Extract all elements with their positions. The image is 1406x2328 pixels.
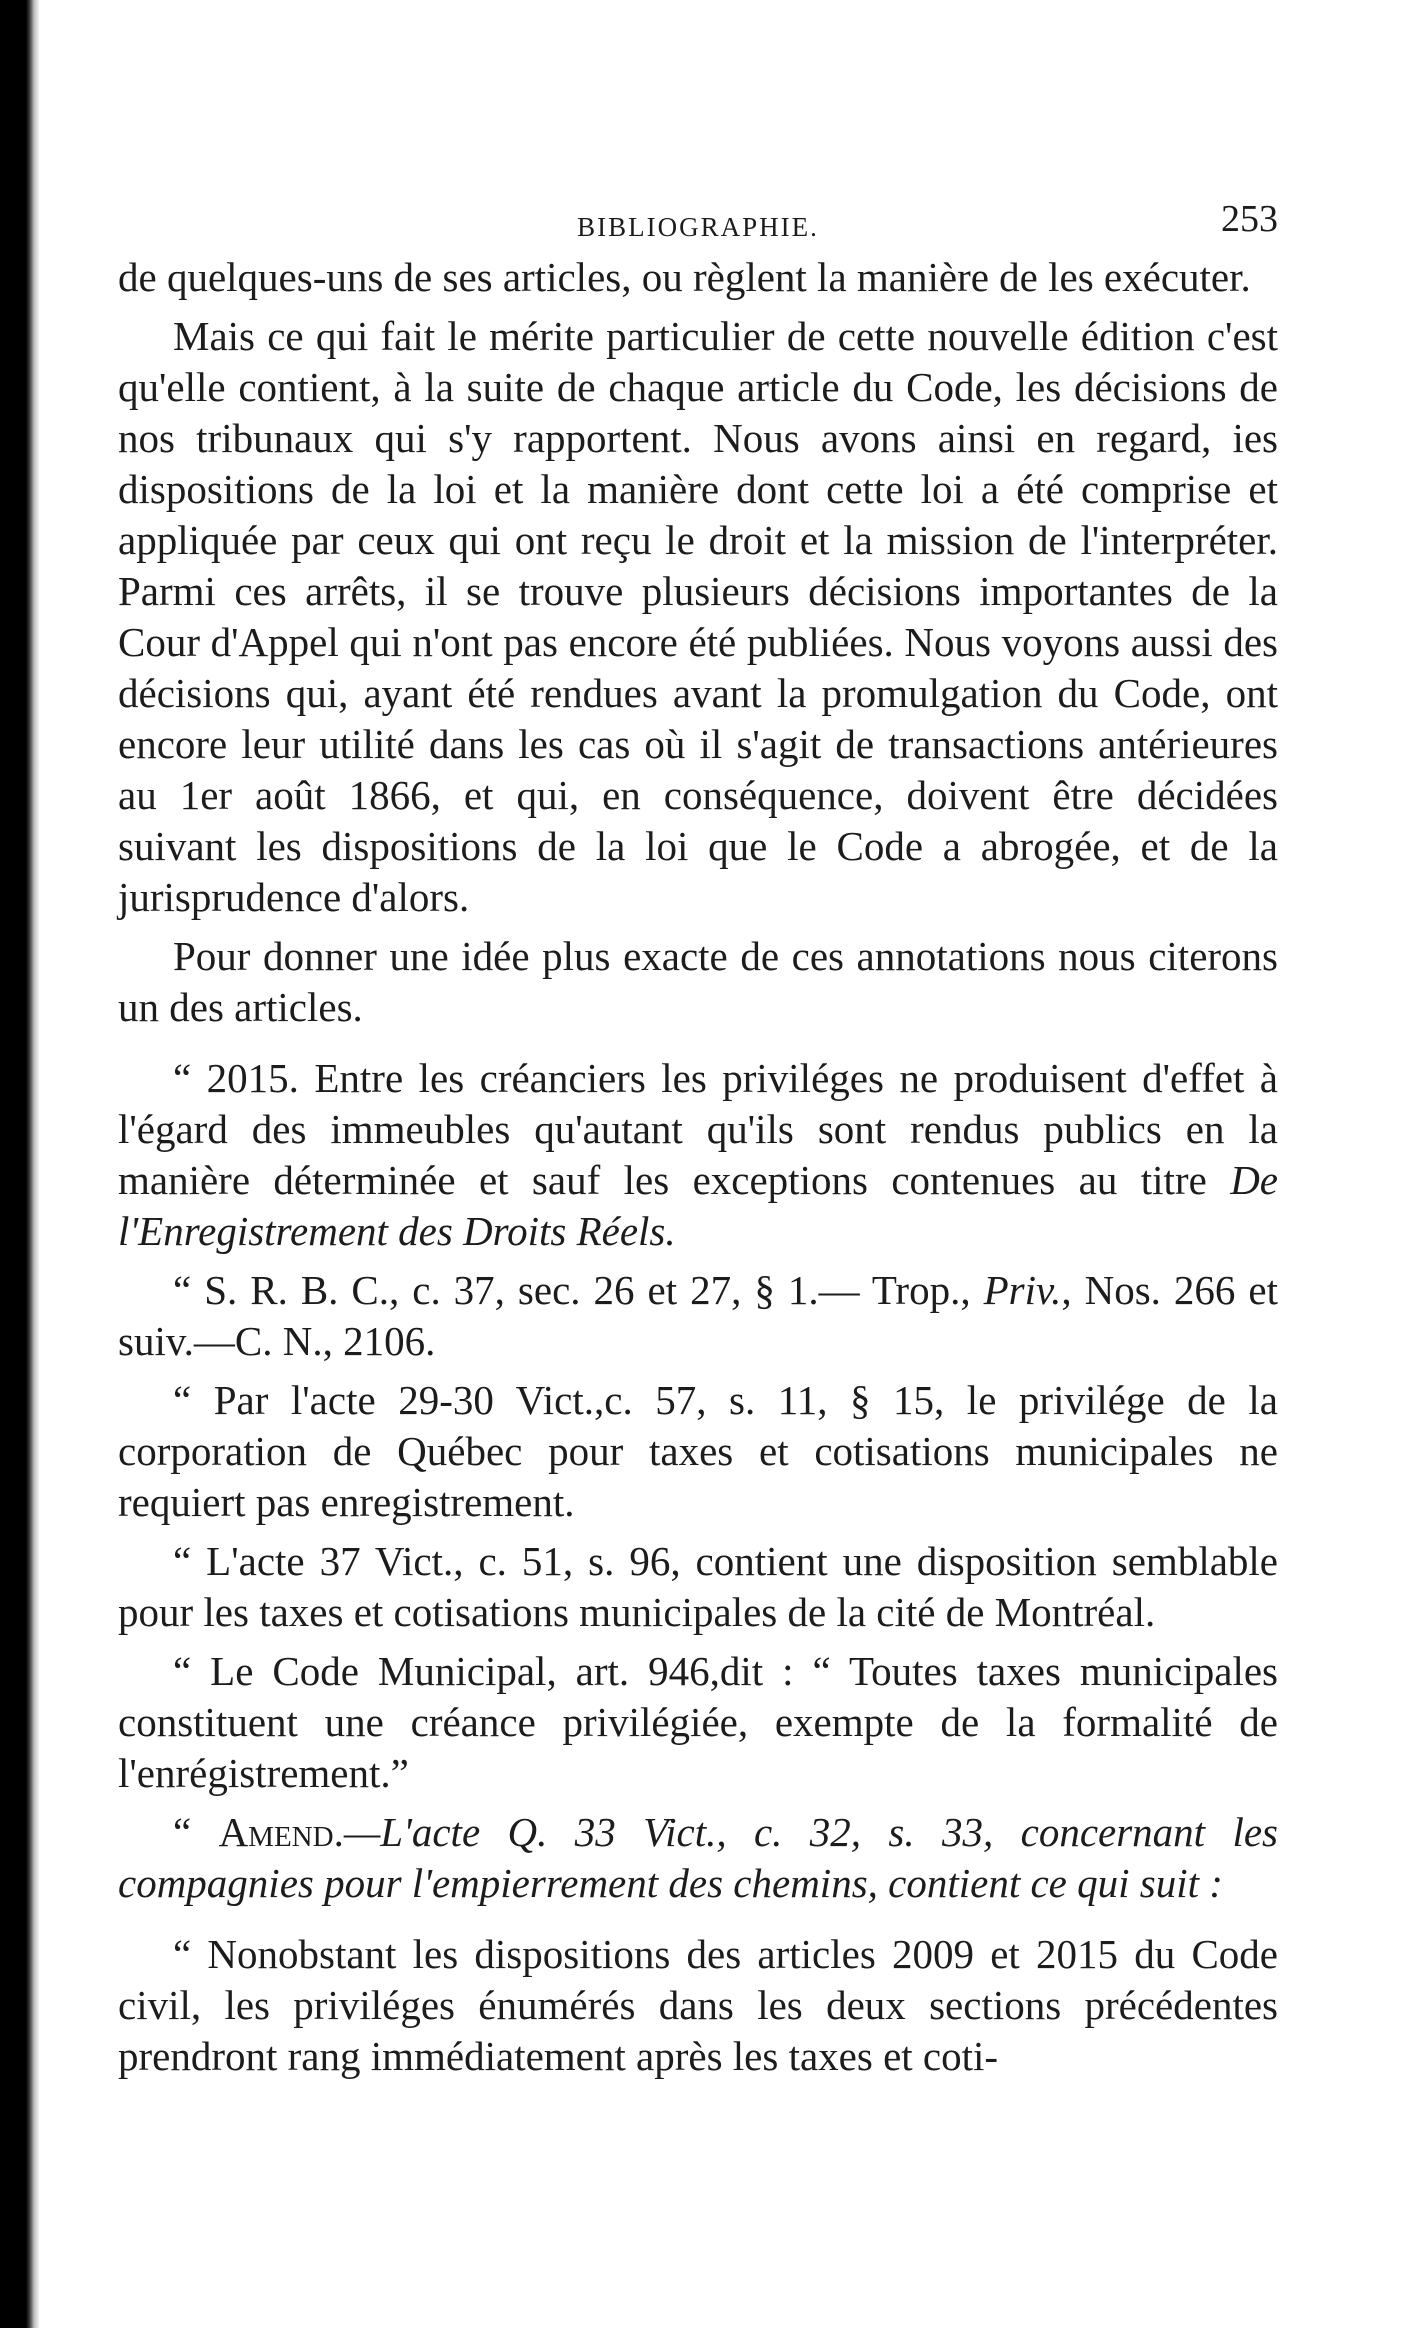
quote-article-2015-text: “ 2015. Entre les créanciers les priviléges ne produisent d'effet à l'égard des immeubles qu'autant qu'ils sont rendus publics en la manière déterminée et sauf les exceptions contenues au titre	[118, 1055, 1278, 1203]
quote-quebec: “ Par l'acte 29-30 Vict.,c. 57, s. 11, § 15, le privilége de la corporation de Québec pour taxes et cotisations municipales ne requiert pas enregistrement.	[118, 1377, 1278, 1525]
quote-references-a: “ S. R. B. C., c. 37, sec. 26 et 27, § 1.— Trop.,	[173, 1267, 984, 1313]
quote-montreal: “ L'acte 37 Vict., c. 51, s. 96, contient une disposition semblable pour les taxes et cotisations municipales de la cité de Montréal.	[118, 1538, 1278, 1635]
quote-references-italic: Priv.	[983, 1267, 1062, 1313]
running-title: BIBLIOGRAPHIE.	[577, 212, 819, 242]
paragraph-intro-citation: Pour donner une idée plus exacte de ces annotations nous citerons un des articles.	[118, 933, 1278, 1030]
page	[118, 180, 1278, 2082]
quote-references	[118, 1265, 1278, 1367]
page-number: 253	[1221, 198, 1278, 240]
quote-nonobstant: “ Nonobstant les dispositions des articles 2009 et 2015 du Code civil, les priviléges énumérés dans les deux sections précédentes prendront rang immédiatement après les taxes et coti-	[118, 1931, 1278, 2079]
running-head	[118, 180, 1278, 240]
quote-article-2015	[118, 1053, 1278, 1257]
quote-amend-text: —L'acte Q. 33 Vict., c. 32, s. 33, concernant les compagnies pour l'empierrement des chemins, contient ce qui suit :	[118, 1809, 1278, 1906]
quote-amend-open: “	[173, 1809, 219, 1855]
binding-edge	[0, 0, 40, 2328]
quote-article-2015-title: De l'Enregistrement des Droits Réels.	[118, 1157, 1278, 1254]
quote-references-b: , Nos. 266 et suiv.—C. N., 2106.	[118, 1267, 1279, 1364]
quote-code-municipal: “ Le Code Municipal, art. 946,dit : “ Toutes taxes municipales constituent une créance privilégiée, exempte de la formalité de l'enrégistrement.”	[118, 1648, 1278, 1796]
paragraph-continuation: de quelques-uns de ses articles, ou règlent la manière de les exécuter.	[118, 254, 1251, 300]
quote-amend	[118, 1807, 1278, 1909]
quote-amend-label: Amend.	[218, 1809, 344, 1855]
paragraph-merit: Mais ce qui fait le mérite particulier de cette nouvelle édition c'est qu'elle contient, à la suite de chaque article du Code, les décisions de nos tribunaux qui s'y rapportent. Nous avons ainsi en regard, ies dispositions de la loi et la manière dont cette loi a été comprise et appliquée par ceux qui ont reçu le droit et la mission de l'interpréter. Parmi ces arrêts, il se trouve plusieurs décisions importantes de la Cour d'Appel qui n'ont pas encore été publiées. Nous voyons aussi des décisions qui, ayant été rendues avant la promulgation du Code, ont encore leur utilité dans les cas où il s'agit de transactions antérieures au 1er août 1866, et qui, en conséquence, doivent être décidées suivant les dispositions de la loi que le Code a abrogée, et de la jurisprudence d'alors.	[118, 313, 1278, 920]
